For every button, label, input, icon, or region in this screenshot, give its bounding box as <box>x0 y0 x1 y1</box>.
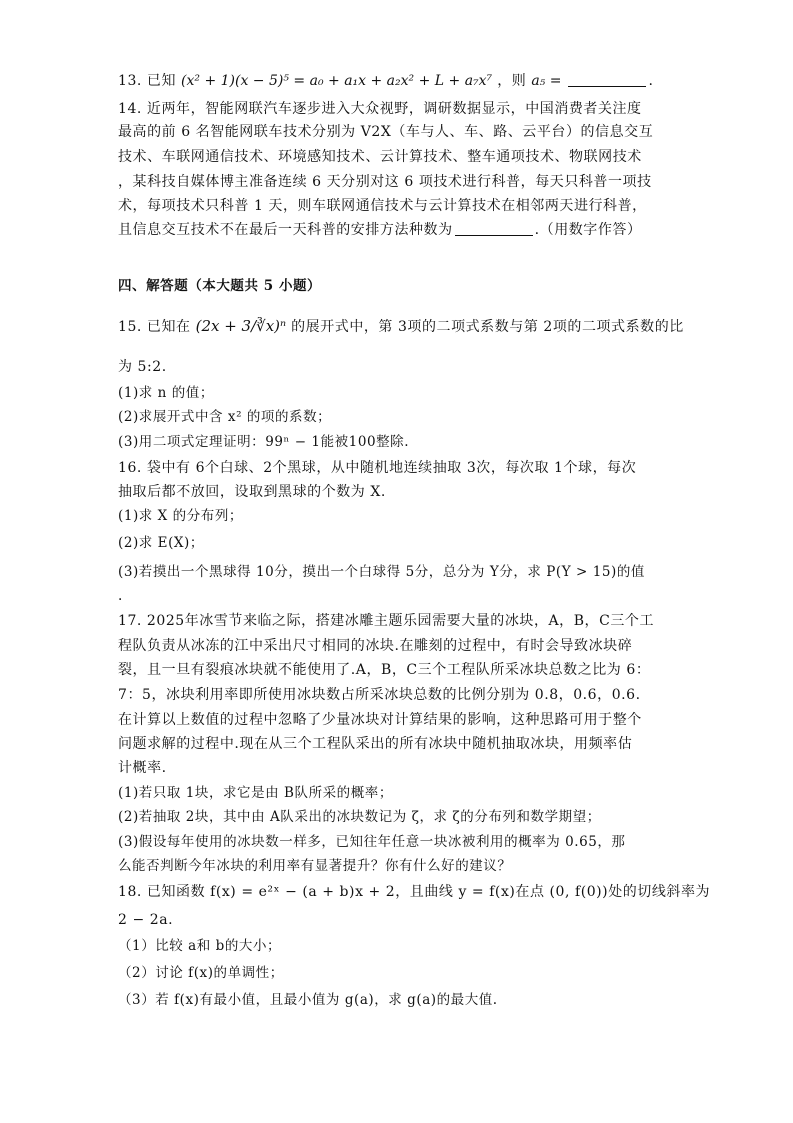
q15-line-1 <box>118 317 684 336</box>
q17-sub-3: (3)假设每年使用的冰块数一样多，已知往年任意一块冰被利用的概率为 0.65，那 <box>118 834 626 850</box>
q18-line-1: 18. 已知函数 f(x) = e²ˣ − (a + b)x + 2，且曲线 y = f(x)在点 (0, f(0))处的切线斜率为 <box>118 884 711 900</box>
q14-last-line <box>118 221 678 239</box>
q13-formula: (x² + 1)(x − 5)⁵ = a₀ + a₁x + a₂x² + L + a₇x⁷ <box>181 73 493 89</box>
q17-line: 裂，且一旦有裂痕冰块就不能使用了.A，B，C三个工程队所采冰块总数之比为 6： <box>118 662 651 678</box>
q16-sub-1: (1)求 X 的分布列； <box>118 508 243 524</box>
q16-line-2: 抽取后都不放回，设取到黑球的个数为 X. <box>118 484 386 500</box>
q15-sub-1: (1)求 n 的值； <box>118 385 214 401</box>
q17-line: 问题求解的过程中.现在从三个工程队采出的所有冰块中随机抽取冰块，用频率估 <box>118 736 633 752</box>
q13-middle: ，则 <box>497 73 527 89</box>
q17-line: 程队负责从冰冻的江中采出尺寸相同的冰块.在雕刻的过程中，有时会导致冰块碎 <box>118 638 633 654</box>
q13-suffix: . <box>648 73 654 89</box>
q15-sub-3: (3)用二项式定理证明：99ⁿ − 1能被100整除. <box>118 434 410 450</box>
q14-line: 术，每项技术只科普 1 天，则车联网通信技术与云计算技术在相邻两天进行科普， <box>118 198 647 214</box>
q14-line: 技术、车联网通信技术、环境感知技术、云计算技术、整车通项技术、物联网技术 <box>118 149 642 165</box>
q15-formula: (2x + 3/∛x)ⁿ <box>195 317 287 335</box>
q14-last-prefix: 且信息交互技术不在最后一天科普的安排方法种数为 <box>118 222 453 238</box>
q16-sub-3: (3)若摸出一个黑球得 10分，摸出一个白球得 5分，总分为 Y分，求 P(Y > 15)的值 <box>118 564 645 580</box>
q18-line-2: 2 − 2a. <box>118 912 174 928</box>
q18-sub-3: （3）若 f(x)有最小值，且最小值为 g(a)，求 g(a)的最大值. <box>118 992 498 1008</box>
q14-last-suffix: .（用数字作答） <box>534 222 642 238</box>
q15-line1-suffix: 的展开式中，第 3项的二项式系数与第 2项的二项式系数的比 <box>291 319 684 335</box>
q16-sub-3-cont: . <box>118 588 123 604</box>
q14-line: 14. 近两年，智能网联汽车逐步进入大众视野，调研数据显示，中国消费者关注度 <box>118 101 642 117</box>
q15-line-2: 为 5:2. <box>118 359 167 375</box>
q13-answer-blank[interactable] <box>568 72 646 87</box>
q14-line: 最高的前 6 名智能网联车技术分别为 V2X（车与人、车、路、云平台）的信息交互 <box>118 124 654 140</box>
q17-sub-3-cont: 么能否判断今年冰块的利用率有显著提升？你有什么好的建议？ <box>118 858 512 874</box>
q17-sub-2: (2)若抽取 2块，其中由 A队采出的冰块数记为 ζ，求 ζ的分布列和数学期望； <box>118 809 601 825</box>
q17-line: 计概率. <box>118 760 167 776</box>
q13-target: a₅ = <box>531 73 562 89</box>
question-13 <box>118 72 678 90</box>
q17-line: 17. 2025年冰雪节来临之际，搭建冰雕主题乐园需要大量的冰块，A，B，C三个工 <box>118 613 655 629</box>
q18-sub-2: （2）讨论 f(x)的单调性； <box>118 965 284 981</box>
q15-prefix: 15. 已知在 <box>118 319 191 335</box>
q18-sub-1: （1）比较 a和 b的大小； <box>118 938 282 954</box>
section-4-heading: 四、解答题（本大题共 5 小题） <box>118 278 322 294</box>
q15-sub-2: (2)求展开式中含 x² 的项的系数； <box>118 409 332 425</box>
q16-sub-2: (2)求 E(X)； <box>118 535 204 551</box>
q17-line: 7：5，冰块利用率即所使用冰块数占所采冰块总数的比例分别为 0.8，0.6，0.6. <box>118 687 641 703</box>
q16-line-1: 16. 袋中有 6个白球、2个黑球，从中随机地连续抽取 3次，每次取 1个球，每次 <box>118 460 637 476</box>
q17-line: 在计算以上数值的过程中忽略了少量冰块对计算结果的影响，这种思路可用于整个 <box>118 712 642 728</box>
q14-line: ，某科技自媒体博主准备连续 6 天分别对这 6 项技术进行科普，每天只科普一项技 <box>118 174 652 190</box>
q13-prefix: 13. 已知 <box>118 73 177 89</box>
q14-answer-blank[interactable] <box>455 221 533 236</box>
q17-sub-1: (1)若只取 1块，求它是由 B队所采的概率； <box>118 785 393 801</box>
